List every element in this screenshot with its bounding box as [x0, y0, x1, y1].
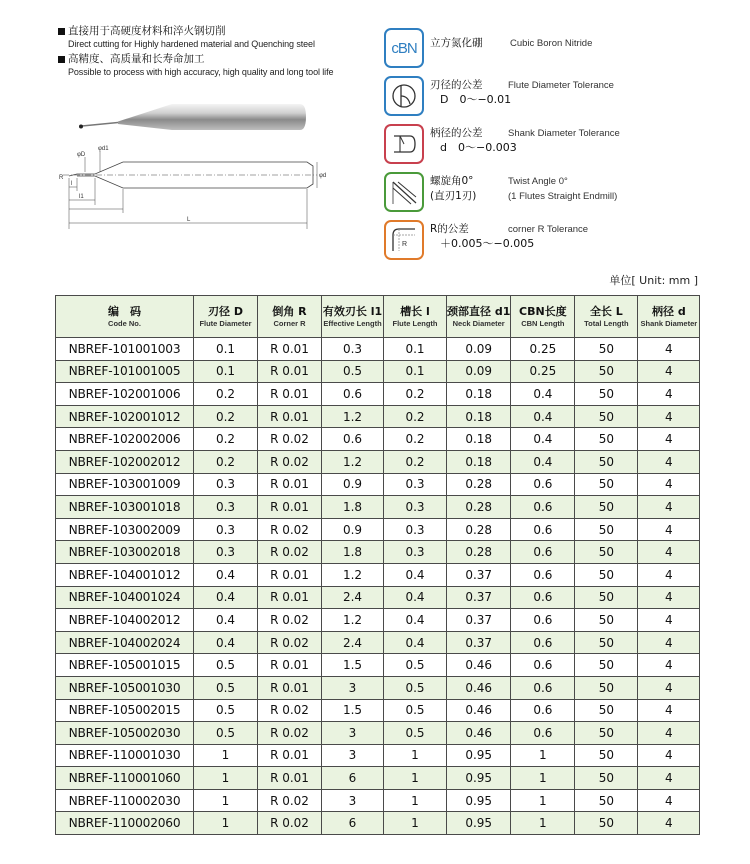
cell-effective-length: 1.5 — [322, 654, 384, 677]
table-row — [56, 450, 700, 473]
spec-corner-r — [384, 220, 724, 268]
spec-en-sub: (1 Flutes Straight Endmill) — [508, 191, 618, 202]
cell-shank-diameter: 4 — [638, 812, 700, 835]
spec-value: ＋0.005～−0.005 — [440, 237, 535, 250]
header-en: CBN Length — [521, 318, 565, 328]
cell-neck-diameter: 0.37 — [447, 609, 511, 632]
cell-corner-r: R 0.02 — [258, 428, 322, 451]
cell-total-length: 50 — [575, 699, 638, 722]
cell-cbn-length: 0.6 — [511, 586, 575, 609]
cell-effective-length: 2.4 — [322, 631, 384, 654]
cell-neck-diameter: 0.09 — [447, 360, 511, 383]
cell-code: NBREF-110001030 — [56, 744, 194, 767]
cell-cbn-length: 0.4 — [511, 428, 575, 451]
unit-label: 单位[ Unit: mm ] — [609, 274, 698, 287]
cell-code: NBREF-105001030 — [56, 676, 194, 699]
cell-corner-r: R 0.01 — [258, 767, 322, 790]
cell-neck-diameter: 0.46 — [447, 722, 511, 745]
flute-diameter-icon — [384, 76, 424, 116]
cell-flute-diameter: 1 — [194, 812, 258, 835]
cell-corner-r: R 0.01 — [258, 744, 322, 767]
feature-en: Possible to process with high accuracy, high quality and long tool life — [68, 67, 334, 77]
header-en: Effective Length — [323, 318, 382, 328]
cell-flute-diameter: 0.2 — [194, 428, 258, 451]
cell-cbn-length: 0.6 — [511, 676, 575, 699]
cell-total-length: 50 — [575, 383, 638, 406]
cell-shank-diameter: 4 — [638, 360, 700, 383]
cell-shank-diameter: 4 — [638, 405, 700, 428]
cell-neck-diameter: 0.37 — [447, 563, 511, 586]
cell-shank-diameter: 4 — [638, 518, 700, 541]
cell-flute-diameter: 0.1 — [194, 338, 258, 361]
cell-effective-length: 1.2 — [322, 405, 384, 428]
header-cn: 颈部直径 d1 — [447, 304, 511, 318]
spec-en: Cubic Boron Nitride — [510, 38, 593, 49]
table-body — [56, 338, 700, 835]
cell-corner-r: R 0.01 — [258, 676, 322, 699]
cell-corner-r: R 0.02 — [258, 789, 322, 812]
cell-flute-length: 0.3 — [384, 518, 447, 541]
neck-diameter-label: φd1 — [98, 146, 109, 152]
cell-total-length: 50 — [575, 744, 638, 767]
header-cn: 全长 L — [589, 304, 623, 318]
cell-total-length: 50 — [575, 767, 638, 790]
cell-flute-diameter: 0.4 — [194, 609, 258, 632]
cell-neck-diameter: 0.18 — [447, 450, 511, 473]
cell-code: NBREF-104002012 — [56, 609, 194, 632]
header-shank-diameter — [638, 296, 700, 338]
cell-cbn-length: 0.6 — [511, 496, 575, 519]
cell-code: NBREF-102002006 — [56, 428, 194, 451]
cell-neck-diameter: 0.46 — [447, 699, 511, 722]
header-en: Flute Diameter — [199, 318, 252, 328]
header-cn: 有效刃长 l1 — [322, 304, 383, 318]
cell-cbn-length: 0.6 — [511, 473, 575, 496]
cell-code: NBREF-101001003 — [56, 338, 194, 361]
spec-en: Flute Diameter Tolerance — [508, 80, 614, 91]
cell-corner-r: R 0.01 — [258, 405, 322, 428]
cbn-badge-text: cBN — [391, 39, 417, 57]
cell-flute-length: 0.3 — [384, 496, 447, 519]
cell-shank-diameter: 4 — [638, 383, 700, 406]
cell-total-length: 50 — [575, 586, 638, 609]
cell-flute-diameter: 0.2 — [194, 383, 258, 406]
cell-shank-diameter: 4 — [638, 450, 700, 473]
cell-flute-diameter: 0.2 — [194, 450, 258, 473]
cell-total-length: 50 — [575, 405, 638, 428]
cell-shank-diameter: 4 — [638, 744, 700, 767]
cell-shank-diameter: 4 — [638, 473, 700, 496]
header-en: Neck Diameter — [452, 318, 505, 328]
cell-flute-diameter: 0.3 — [194, 496, 258, 519]
cell-code: NBREF-103001009 — [56, 473, 194, 496]
spec-cbn — [384, 28, 724, 76]
corner-r-icon — [384, 220, 424, 260]
cell-flute-length: 0.5 — [384, 676, 447, 699]
cell-flute-diameter: 0.4 — [194, 631, 258, 654]
cell-cbn-length: 1 — [511, 812, 575, 835]
cell-code: NBREF-110002060 — [56, 812, 194, 835]
cell-total-length: 50 — [575, 563, 638, 586]
cell-flute-diameter: 0.5 — [194, 722, 258, 745]
cell-flute-diameter: 0.3 — [194, 541, 258, 564]
cell-effective-length: 6 — [322, 812, 384, 835]
cell-total-length: 50 — [575, 473, 638, 496]
cell-code: NBREF-103001018 — [56, 496, 194, 519]
cell-effective-length: 6 — [322, 767, 384, 790]
table-row — [56, 541, 700, 564]
table-row — [56, 812, 700, 835]
cell-neck-diameter: 0.18 — [447, 428, 511, 451]
header-corner-r — [258, 296, 322, 338]
cell-corner-r: R 0.02 — [258, 450, 322, 473]
cell-neck-diameter: 0.46 — [447, 654, 511, 677]
cell-corner-r: R 0.02 — [258, 518, 322, 541]
spec-value: D 0～−0.01 — [440, 93, 512, 106]
table-row — [56, 744, 700, 767]
cell-flute-length: 0.5 — [384, 722, 447, 745]
table-row — [56, 496, 700, 519]
cell-corner-r: R 0.02 — [258, 631, 322, 654]
cell-shank-diameter: 4 — [638, 586, 700, 609]
cell-neck-diameter: 0.37 — [447, 631, 511, 654]
cell-total-length: 50 — [575, 812, 638, 835]
cell-code: NBREF-110001060 — [56, 767, 194, 790]
cell-flute-length: 1 — [384, 812, 447, 835]
svg-text:R: R — [402, 241, 408, 248]
cell-flute-diameter: 0.3 — [194, 518, 258, 541]
cell-cbn-length: 0.6 — [511, 563, 575, 586]
table-row — [56, 676, 700, 699]
cell-cbn-length: 0.4 — [511, 405, 575, 428]
feature-item — [58, 24, 388, 51]
cell-effective-length: 1.2 — [322, 563, 384, 586]
cell-total-length: 50 — [575, 541, 638, 564]
cell-total-length: 50 — [575, 722, 638, 745]
cell-total-length: 50 — [575, 338, 638, 361]
header-total-length — [575, 296, 638, 338]
cell-code: NBREF-105002015 — [56, 699, 194, 722]
cell-corner-r: R 0.01 — [258, 563, 322, 586]
cell-total-length: 50 — [575, 789, 638, 812]
spec-table — [55, 295, 700, 835]
cell-effective-length: 3 — [322, 744, 384, 767]
cell-corner-r: R 0.01 — [258, 383, 322, 406]
dimension-drawing — [55, 143, 325, 235]
cell-flute-length: 0.5 — [384, 699, 447, 722]
cell-flute-length: 0.3 — [384, 541, 447, 564]
spec-en: corner R Tolerance — [508, 224, 589, 235]
header-en: Corner R — [273, 318, 306, 328]
cell-corner-r: R 0.01 — [258, 473, 322, 496]
cell-cbn-length: 1 — [511, 767, 575, 790]
spec-en: Twist Angle 0° — [508, 176, 568, 187]
cell-corner-r: R 0.02 — [258, 541, 322, 564]
cell-flute-diameter: 0.3 — [194, 473, 258, 496]
spec-cn: R的公差 — [430, 223, 469, 235]
cell-effective-length: 0.9 — [322, 473, 384, 496]
total-length-label: L — [187, 217, 191, 223]
table-header-row — [56, 296, 700, 338]
cell-corner-r: R 0.01 — [258, 338, 322, 361]
cell-cbn-length: 0.6 — [511, 631, 575, 654]
cell-effective-length: 0.6 — [322, 383, 384, 406]
cell-shank-diameter: 4 — [638, 631, 700, 654]
table-row — [56, 360, 700, 383]
cell-code: NBREF-104001012 — [56, 563, 194, 586]
cell-total-length: 50 — [575, 654, 638, 677]
cell-cbn-length: 0.25 — [511, 360, 575, 383]
cell-flute-length: 0.2 — [384, 383, 447, 406]
spec-shank-diameter — [384, 124, 724, 172]
cell-flute-diameter: 0.5 — [194, 676, 258, 699]
header-en: Shank Diameter — [640, 318, 698, 328]
header-cn: 倒角 R — [272, 304, 307, 318]
cell-flute-diameter: 1 — [194, 789, 258, 812]
header-cbn-length — [511, 296, 575, 338]
cell-cbn-length: 0.6 — [511, 541, 575, 564]
cell-neck-diameter: 0.28 — [447, 541, 511, 564]
endmill-photo — [60, 92, 310, 142]
header-flute-length — [384, 296, 447, 338]
bullet-square-icon — [58, 28, 65, 35]
cell-effective-length: 1.8 — [322, 541, 384, 564]
cell-flute-diameter: 0.4 — [194, 586, 258, 609]
cell-flute-length: 0.4 — [384, 586, 447, 609]
cell-flute-length: 0.2 — [384, 428, 447, 451]
feature-item — [58, 52, 388, 79]
cell-cbn-length: 1 — [511, 744, 575, 767]
cell-neck-diameter: 0.37 — [447, 586, 511, 609]
cell-effective-length: 1.2 — [322, 450, 384, 473]
cell-total-length: 50 — [575, 676, 638, 699]
cell-flute-length: 0.5 — [384, 654, 447, 677]
cell-shank-diameter: 4 — [638, 699, 700, 722]
cell-effective-length: 1.5 — [322, 699, 384, 722]
cell-flute-diameter: 0.4 — [194, 563, 258, 586]
cell-neck-diameter: 0.28 — [447, 496, 511, 519]
cell-cbn-length: 0.6 — [511, 609, 575, 632]
table-row — [56, 722, 700, 745]
cell-code: NBREF-102002012 — [56, 450, 194, 473]
cell-total-length: 50 — [575, 450, 638, 473]
feature-en: Direct cutting for Highly hardened material and Quenching steel — [68, 39, 315, 49]
spec-cn-sub: (直刃1刃) — [430, 190, 477, 202]
feature-cn: 直接用于高硬度材料和淬火钢切削 — [68, 25, 226, 37]
header-cn: 槽长 l — [400, 304, 430, 318]
cell-flute-length: 1 — [384, 767, 447, 790]
cell-code: NBREF-102001012 — [56, 405, 194, 428]
spec-cn: 螺旋角0° — [430, 175, 474, 187]
cell-corner-r: R 0.01 — [258, 360, 322, 383]
cell-total-length: 50 — [575, 428, 638, 451]
cell-shank-diameter: 4 — [638, 609, 700, 632]
cell-total-length: 50 — [575, 496, 638, 519]
cell-cbn-length: 0.4 — [511, 450, 575, 473]
shank-diameter-icon — [384, 124, 424, 164]
header-cn: CBN长度 — [519, 304, 567, 318]
cell-flute-length: 0.1 — [384, 338, 447, 361]
spec-en: Shank Diameter Tolerance — [508, 128, 620, 139]
cell-corner-r: R 0.02 — [258, 699, 322, 722]
cell-code: NBREF-103002018 — [56, 541, 194, 564]
cell-corner-r: R 0.01 — [258, 586, 322, 609]
spec-value: d 0～−0.003 — [440, 141, 517, 154]
cell-shank-diameter: 4 — [638, 676, 700, 699]
table-row — [56, 518, 700, 541]
header-cn: 刃径 D — [208, 304, 243, 318]
table-row — [56, 609, 700, 632]
cell-code: NBREF-104001024 — [56, 586, 194, 609]
cell-effective-length: 0.5 — [322, 360, 384, 383]
spec-cn: 柄径的公差 — [430, 127, 483, 139]
table-row — [56, 338, 700, 361]
feature-cn: 高精度、高质量和长寿命加工 — [68, 53, 205, 65]
header-effective-length — [322, 296, 384, 338]
cell-neck-diameter: 0.18 — [447, 383, 511, 406]
cell-neck-diameter: 0.95 — [447, 789, 511, 812]
cell-neck-diameter: 0.18 — [447, 405, 511, 428]
spec-cn: 刃径的公差 — [430, 79, 483, 91]
cell-corner-r: R 0.02 — [258, 722, 322, 745]
header-code — [56, 296, 194, 338]
spec-twist-angle — [384, 172, 724, 220]
effective-length-label: l1 — [79, 194, 84, 200]
cell-code: NBREF-104002024 — [56, 631, 194, 654]
table-row — [56, 767, 700, 790]
cell-flute-length: 1 — [384, 789, 447, 812]
cell-shank-diameter: 4 — [638, 654, 700, 677]
cell-flute-diameter: 0.5 — [194, 699, 258, 722]
cell-neck-diameter: 0.95 — [447, 744, 511, 767]
cell-code: NBREF-103002009 — [56, 518, 194, 541]
cell-code: NBREF-110002030 — [56, 789, 194, 812]
table-row — [56, 405, 700, 428]
cell-shank-diameter: 4 — [638, 496, 700, 519]
cell-corner-r: R 0.01 — [258, 496, 322, 519]
cell-flute-length: 0.4 — [384, 609, 447, 632]
cell-shank-diameter: 4 — [638, 541, 700, 564]
cell-effective-length: 1.8 — [322, 496, 384, 519]
cell-cbn-length: 0.25 — [511, 338, 575, 361]
table-row — [56, 586, 700, 609]
spec-list — [384, 28, 724, 268]
cbn-icon — [384, 28, 424, 68]
table-row — [56, 428, 700, 451]
cell-effective-length: 0.3 — [322, 338, 384, 361]
header-neck-diameter — [447, 296, 511, 338]
cell-total-length: 50 — [575, 609, 638, 632]
cell-total-length: 50 — [575, 360, 638, 383]
flute-length-label: l — [71, 181, 73, 187]
cell-code: NBREF-101001005 — [56, 360, 194, 383]
cell-cbn-length: 0.6 — [511, 518, 575, 541]
cell-flute-length: 0.1 — [384, 360, 447, 383]
spec-flute-diameter — [384, 76, 724, 124]
table-row — [56, 654, 700, 677]
cell-flute-length: 0.4 — [384, 563, 447, 586]
cell-neck-diameter: 0.28 — [447, 518, 511, 541]
table-row — [56, 699, 700, 722]
header-cn: 编 码 — [108, 304, 141, 318]
corner-r-label: R — [59, 175, 64, 181]
header-en: Flute Length — [392, 318, 438, 328]
cell-corner-r: R 0.01 — [258, 654, 322, 677]
feature-list — [58, 24, 388, 80]
cell-corner-r: R 0.02 — [258, 812, 322, 835]
cell-neck-diameter: 0.28 — [447, 473, 511, 496]
cell-neck-diameter: 0.95 — [447, 767, 511, 790]
cell-code: NBREF-105002030 — [56, 722, 194, 745]
cell-neck-diameter: 0.95 — [447, 812, 511, 835]
cell-shank-diameter: 4 — [638, 338, 700, 361]
cell-flute-length: 0.2 — [384, 405, 447, 428]
header-cn: 柄径 d — [652, 304, 686, 318]
flute-diameter-label: φD — [77, 152, 86, 158]
cell-shank-diameter: 4 — [638, 563, 700, 586]
cell-effective-length: 0.9 — [322, 518, 384, 541]
table-row — [56, 473, 700, 496]
cell-flute-diameter: 0.5 — [194, 654, 258, 677]
cell-effective-length: 2.4 — [322, 586, 384, 609]
cell-effective-length: 3 — [322, 676, 384, 699]
cell-cbn-length: 0.6 — [511, 722, 575, 745]
cell-neck-diameter: 0.09 — [447, 338, 511, 361]
cell-flute-diameter: 1 — [194, 767, 258, 790]
cell-code: NBREF-105001015 — [56, 654, 194, 677]
shank-diameter-label: φd — [319, 173, 327, 179]
cell-effective-length: 0.6 — [322, 428, 384, 451]
cell-cbn-length: 1 — [511, 789, 575, 812]
cell-shank-diameter: 4 — [638, 722, 700, 745]
spec-cn: 立方氮化硼 — [430, 37, 483, 49]
cell-corner-r: R 0.02 — [258, 609, 322, 632]
cell-code: NBREF-102001006 — [56, 383, 194, 406]
cell-flute-length: 0.3 — [384, 473, 447, 496]
header-flute-diameter — [194, 296, 258, 338]
cell-total-length: 50 — [575, 631, 638, 654]
table-row — [56, 789, 700, 812]
twist-angle-icon — [384, 172, 424, 212]
cell-flute-length: 1 — [384, 744, 447, 767]
table-row — [56, 563, 700, 586]
cell-effective-length: 3 — [322, 722, 384, 745]
cell-cbn-length: 0.6 — [511, 699, 575, 722]
bullet-square-icon — [58, 56, 65, 63]
cell-flute-diameter: 0.1 — [194, 360, 258, 383]
cell-shank-diameter: 4 — [638, 428, 700, 451]
cell-flute-length: 0.2 — [384, 450, 447, 473]
cell-flute-diameter: 1 — [194, 744, 258, 767]
cell-cbn-length: 0.4 — [511, 383, 575, 406]
cell-effective-length: 3 — [322, 789, 384, 812]
table-row — [56, 383, 700, 406]
cell-flute-diameter: 0.2 — [194, 405, 258, 428]
cell-shank-diameter: 4 — [638, 789, 700, 812]
cell-total-length: 50 — [575, 518, 638, 541]
cell-cbn-length: 0.6 — [511, 654, 575, 677]
header-en: Code No. — [108, 318, 141, 328]
table-row — [56, 631, 700, 654]
header-en: Total Length — [584, 318, 629, 328]
cell-flute-length: 0.4 — [384, 631, 447, 654]
cell-neck-diameter: 0.46 — [447, 676, 511, 699]
cell-shank-diameter: 4 — [638, 767, 700, 790]
cell-effective-length: 1.2 — [322, 609, 384, 632]
